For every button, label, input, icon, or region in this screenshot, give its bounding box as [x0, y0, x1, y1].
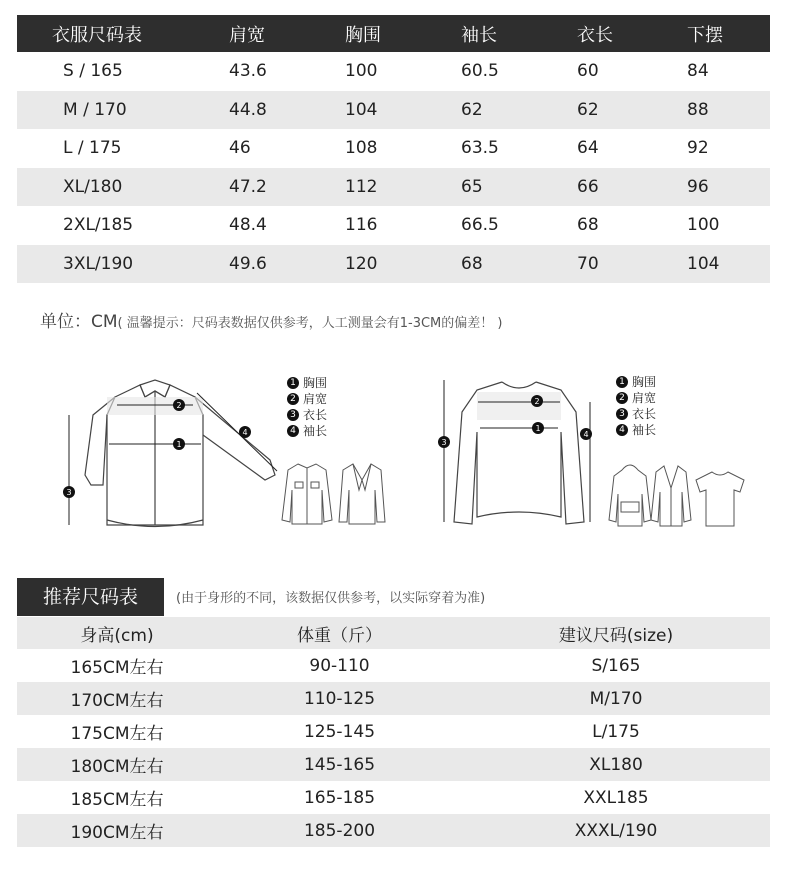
rec-cell: 180CM左右: [17, 748, 217, 781]
svg-text:1: 1: [535, 424, 541, 433]
legend-label: 肩宽: [632, 391, 657, 405]
table-row: [17, 814, 770, 847]
svg-text:1: 1: [176, 440, 182, 449]
legend-item: [616, 374, 656, 390]
unit-tip: ( 温馨提示：尺码表数据仅供参考，人工测量会有1-3CM的偏差！ ): [117, 316, 503, 331]
size-header-hem: 下摆: [687, 15, 770, 52]
table-row: [17, 206, 770, 245]
size-cell: 46: [229, 138, 251, 159]
legend-label: 衣长: [632, 407, 657, 421]
legend-label: 袖长: [632, 423, 657, 437]
recommend-note: (由于身形的不同，该数据仅供参考，以实际穿着为准): [176, 591, 486, 606]
size-cell: 68: [461, 245, 577, 284]
table-row: [17, 91, 770, 130]
cardigan-icon: [650, 462, 692, 528]
size-cell: 100: [687, 215, 720, 236]
size-cell: 96: [687, 168, 770, 207]
size-cell: 100: [345, 61, 378, 82]
rec-header-size: 建议尺码(size): [462, 617, 770, 649]
size-cell: 92: [687, 138, 709, 159]
size-cell: 2XL/185: [63, 215, 134, 236]
table-row: [17, 715, 770, 748]
size-cell: 47.2: [229, 168, 345, 207]
legend-number: 1: [616, 376, 628, 388]
size-header-shoulder: 肩宽: [229, 15, 345, 52]
legend-number: 2: [616, 392, 628, 404]
shirt-diagram-icon: [55, 375, 285, 535]
rec-cell: 110-125: [217, 682, 462, 715]
recommend-title: 推荐尺码表: [17, 578, 164, 616]
size-cell: 116: [345, 215, 378, 236]
size-cell: 104: [345, 91, 461, 130]
legend-number: 1: [287, 377, 299, 389]
rec-cell: 125-145: [303, 721, 376, 742]
rec-cell: S/165: [591, 655, 641, 676]
size-cell: 63.5: [461, 138, 499, 159]
tshirt-icon: [692, 468, 748, 528]
legend-label: 胸围: [303, 376, 328, 390]
svg-text:4: 4: [242, 428, 248, 437]
size-cell: 44.8: [229, 91, 345, 130]
size-cell: 49.6: [229, 245, 345, 284]
table-row: [17, 748, 770, 781]
hoodie-icon: [608, 462, 652, 528]
rec-cell: 165-185: [303, 787, 376, 808]
table-row: [17, 682, 770, 715]
size-cell: 62: [577, 91, 687, 130]
legend-label: 肩宽: [303, 392, 328, 406]
table-row: [17, 168, 770, 207]
size-cell: 48.4: [229, 215, 267, 236]
svg-text:4: 4: [583, 430, 589, 439]
size-cell: 108: [345, 138, 378, 159]
legend-right: [616, 374, 656, 438]
legend-item: [616, 422, 656, 438]
size-cell: 60: [577, 61, 599, 82]
svg-text:2: 2: [534, 397, 540, 406]
size-cell: 84: [687, 61, 709, 82]
blazer-icon: [337, 460, 387, 528]
rec-cell: 170CM左右: [17, 682, 217, 715]
rec-cell: 190CM左右: [17, 814, 217, 847]
rec-header-height: 身高(cm): [17, 617, 217, 649]
legend-number: 3: [616, 408, 628, 420]
size-table: [17, 15, 770, 283]
legend-label: 衣长: [303, 408, 328, 422]
legend-number: 2: [287, 393, 299, 405]
size-cell: 66: [577, 168, 687, 207]
size-cell: L / 175: [63, 138, 122, 159]
legend-item: [287, 391, 327, 407]
size-cell: 66.5: [461, 215, 499, 236]
size-header-chest: 胸围: [345, 15, 461, 52]
rec-cell: XL180: [462, 748, 770, 781]
legend-left: [287, 375, 327, 439]
legend-label: 胸围: [632, 375, 657, 389]
size-header-length: 衣长: [577, 15, 687, 52]
size-cell: S / 165: [63, 61, 123, 82]
recommend-table: [17, 617, 770, 847]
unit-note: [40, 307, 502, 332]
rec-cell: L/175: [592, 721, 640, 742]
legend-item: [616, 406, 656, 422]
rec-cell: 175CM左右: [70, 724, 164, 744]
rec-cell: 145-165: [217, 748, 462, 781]
size-cell: 65: [461, 168, 577, 207]
svg-text:3: 3: [66, 488, 72, 497]
rec-cell: M/170: [462, 682, 770, 715]
size-cell: 3XL/190: [17, 245, 229, 284]
size-cell: 88: [687, 91, 770, 130]
size-cell: 43.6: [229, 61, 267, 82]
legend-item: [616, 390, 656, 406]
size-cell: 64: [577, 138, 599, 159]
rec-cell: XXXL/190: [462, 814, 770, 847]
size-cell: 112: [345, 168, 461, 207]
size-cell: 60.5: [461, 61, 499, 82]
rec-cell: 185CM左右: [70, 790, 164, 810]
svg-text:3: 3: [441, 438, 447, 447]
table-row: [17, 781, 770, 814]
size-cell: XL/180: [17, 168, 229, 207]
svg-text:2: 2: [176, 401, 182, 410]
table-row: [17, 649, 770, 682]
legend-number: 4: [616, 424, 628, 436]
size-cell: 120: [345, 245, 461, 284]
table-row: [17, 245, 770, 284]
table-row: [17, 52, 770, 91]
rec-cell: 165CM左右: [70, 658, 164, 678]
legend-number: 3: [287, 409, 299, 421]
rec-cell: 185-200: [217, 814, 462, 847]
size-cell: 104: [687, 245, 770, 284]
size-header-title: 衣服尺码表: [17, 15, 229, 52]
rec-cell: 90-110: [309, 655, 370, 676]
size-cell: 70: [577, 245, 687, 284]
size-cell: 62: [461, 91, 577, 130]
legend-number: 4: [287, 425, 299, 437]
size-table-header: [17, 15, 770, 52]
legend-item: [287, 423, 327, 439]
rec-cell: XXL185: [583, 787, 649, 808]
legend-item: [287, 375, 327, 391]
unit-label: 单位：CM: [40, 312, 118, 332]
legend-label: 袖长: [303, 424, 328, 438]
recommend-table-header: [17, 617, 770, 649]
sweater-diagram-icon: [432, 372, 602, 532]
denim-jacket-icon: [280, 460, 335, 528]
table-row: [17, 129, 770, 168]
size-header-sleeve: 袖长: [461, 15, 577, 52]
size-cell: M / 170: [17, 91, 229, 130]
rec-header-weight: 体重（斤）: [217, 617, 462, 649]
size-cell: 68: [577, 215, 599, 236]
legend-item: [287, 407, 327, 423]
